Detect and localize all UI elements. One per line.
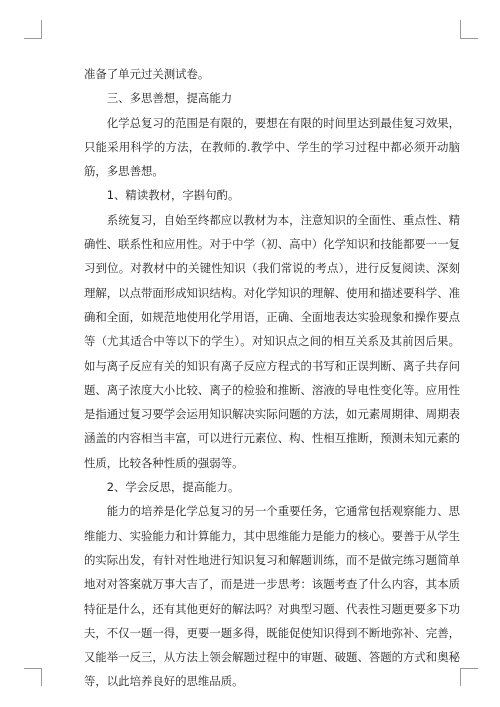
subheading-1: 1、精读教材，字斟句酌。 — [106, 188, 240, 203]
paragraph-ability-training: 能力的培养是化学总复习的另一个重要任务，它通常包括观察能力、思维能力、实验能力和计算能力，其中思维能力是能力的核心。要善于从学生的实际出发，有针对性地进行知识复习和解题训练，而不是做完练习题简单地对对答案就万事大吉了，而是进一步思考：该题考查了什么内容，其本质特征是什么，还有其他更好的解法吗？对典型习题、代表性习题更要多下功夫，不仅一题一得，更要一题多得，既能促使知识得到不断地弥补、完善，又能举一反三，从方法上领会解题过程中的审题、破题、答题的方式和奥秘等，以此培养良好的思维品质。 — [84, 504, 460, 689]
paragraph-textbook-review: 系统复习，自始至终都应以教材为本，注意知识的全面性、重点性、精确性、联系性和应用性。对于中学（初、高中）化学知识和技能都要一一复习到位。对教材中的关键性知识（我们常说的考点），进行反复阅读、深刻理解，以点带面形成知识结构。对化学知识的理解、使用和描述要科学、准确和全面，如规范地使用化学用语，正确、全面地表达实验现象和操作要点等（尤其适合中等以下的学生）。对知识点之间的相互关系及其前因后果。如与离子反应有关的知识有离子反应方程式的书写和正误判断、离子共存问题、离子浓度大小比较、离子的检验和推断、溶液的导电性变化等。应用性是指通过复习要学会运用知识解决实际问题的方法，如元素周期律、周期表涵盖的内容相当丰富，可以进行元素位、构、性相互推断，预测未知元素的性质，比较各种性质的强弱等。 — [84, 212, 460, 470]
paragraph-intro: 准备了单元过关测试卷。 — [84, 67, 210, 81]
document-body — [84, 62, 460, 694]
subheading-2: 2、学会反思，提高能力。 — [106, 480, 240, 495]
section-heading-3: 三、多思善想，提高能力 — [106, 91, 233, 106]
paragraph-review-scope: 化学总复习的范围是有限的，要想在有限的时间里达到最佳复习效果，只能采用科学的方法，在教师的.教学中、学生的学习过程中都必须开动脑筋，多思善想。 — [84, 115, 460, 179]
